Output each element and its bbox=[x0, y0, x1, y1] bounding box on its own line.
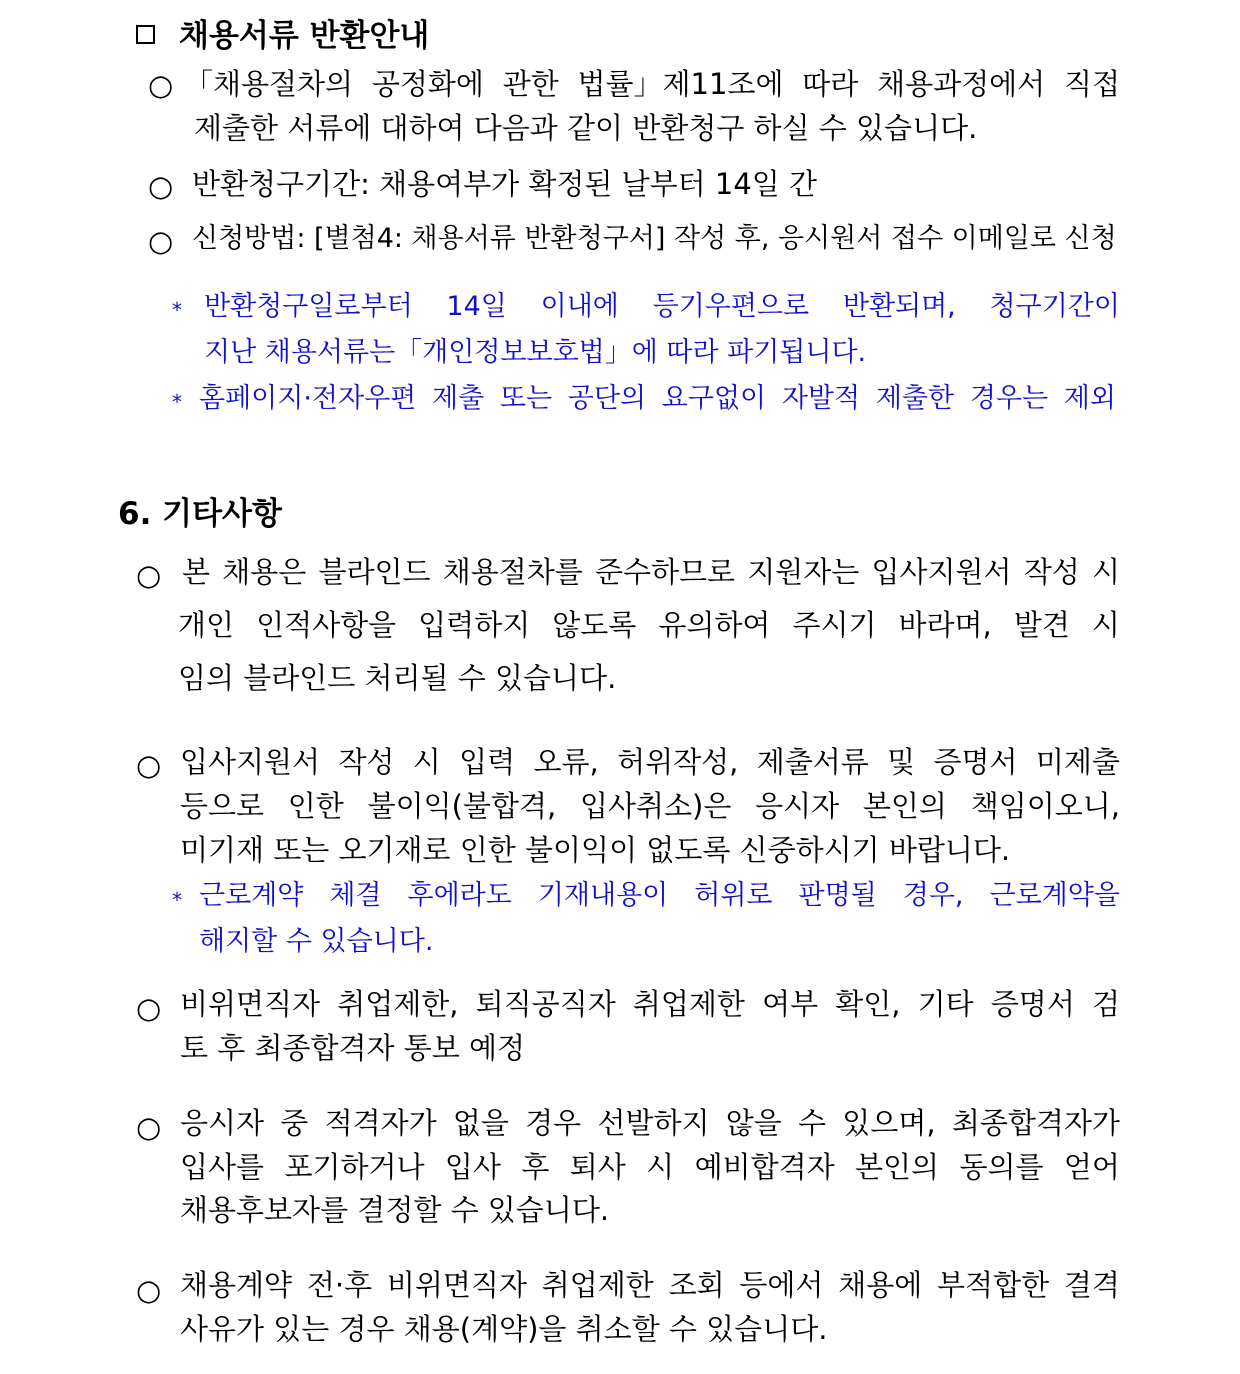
paragraph-line: 개인 인적사항을 입력하지 않도록 유의하여 주시기 바라며, 발견 시 bbox=[178, 608, 1120, 642]
paragraph-line: 등으로 인한 불이익(불합격, 입사취소)은 응시자 본인의 책임이오니, bbox=[180, 789, 1120, 823]
asterisk-icon: * bbox=[172, 298, 182, 322]
circle-bullet-icon: ○ bbox=[148, 68, 174, 102]
asterisk-icon: * bbox=[172, 390, 182, 414]
paragraph-line: 채용후보자를 결정할 수 있습니다. bbox=[180, 1193, 610, 1227]
section-heading-text: 채용서류 반환안내 bbox=[179, 18, 430, 54]
section-heading-return bbox=[136, 10, 429, 55]
paragraph-line: 채용계약 전·후 비위면직자 취업제한 조회 등에서 채용에 부적합한 결격 bbox=[180, 1268, 1120, 1302]
square-bullet-icon bbox=[136, 25, 155, 44]
paragraph-line: 「채용절차의 공정화에 관한 법률」제11조에 따라 채용과정에서 직접 bbox=[184, 67, 1120, 101]
paragraph-line: 제출한 서류에 대하여 다음과 같이 반환청구 하실 수 있습니다. bbox=[194, 111, 978, 145]
paragraph-line: 입사를 포기하거나 입사 후 퇴사 시 예비합격자 본인의 동의를 얻어 bbox=[180, 1150, 1120, 1184]
note-line: 홈페이지·전자우편 제출 또는 공단의 요구없이 자발적 제출한 경우는 제외 bbox=[199, 383, 1116, 414]
circle-bullet-icon: ○ bbox=[136, 991, 162, 1025]
note-line: 해지할 수 있습니다. bbox=[199, 926, 434, 957]
circle-bullet-icon: ○ bbox=[136, 1273, 162, 1307]
asterisk-icon: * bbox=[172, 888, 182, 912]
section-heading-other: 6. 기타사항 bbox=[118, 496, 282, 532]
circle-bullet-icon: ○ bbox=[148, 169, 174, 203]
circle-bullet-icon: ○ bbox=[136, 1110, 162, 1144]
note-line: 반환청구일로부터 14일 이내에 등기우편으로 반환되며, 청구기간이 bbox=[204, 291, 1120, 322]
paragraph-line: 임의 블라인드 처리될 수 있습니다. bbox=[178, 661, 617, 695]
paragraph-line: 본 채용은 블라인드 채용절차를 준수하므로 지원자는 입사지원서 작성 시 bbox=[182, 555, 1120, 589]
paragraph-line: 미기재 또는 오기재로 인한 불이익이 없도록 신중하시기 바랍니다. bbox=[180, 833, 1011, 867]
paragraph-line: 비위면직자 취업제한, 퇴직공직자 취업제한 여부 확인, 기타 증명서 검 bbox=[180, 987, 1120, 1021]
paragraph-line: 응시자 중 적격자가 없을 경우 선발하지 않을 수 있으며, 최종합격자가 bbox=[180, 1106, 1120, 1140]
circle-bullet-icon: ○ bbox=[136, 748, 162, 782]
note-line: 근로계약 체결 후에라도 기재내용이 허위로 판명될 경우, 근로계약을 bbox=[199, 880, 1120, 911]
paragraph-line: 신청방법: [별첨4: 채용서류 반환청구서] 작성 후, 응시원서 접수 이메일로 신청 bbox=[192, 223, 1117, 254]
circle-bullet-icon: ○ bbox=[148, 224, 174, 258]
paragraph-line: 입사지원서 작성 시 입력 오류, 허위작성, 제출서류 및 증명서 미제출 bbox=[180, 745, 1120, 779]
paragraph-line: 사유가 있는 경우 채용(계약)을 취소할 수 있습니다. bbox=[180, 1312, 828, 1346]
paragraph-line: 반환청구기간: 채용여부가 확정된 날부터 14일 간 bbox=[192, 167, 818, 201]
paragraph-line: 토 후 최종합격자 통보 예정 bbox=[180, 1031, 526, 1065]
circle-bullet-icon: ○ bbox=[136, 558, 162, 592]
note-line: 지난 채용서류는「개인정보보호법」에 따라 파기됩니다. bbox=[204, 337, 867, 368]
